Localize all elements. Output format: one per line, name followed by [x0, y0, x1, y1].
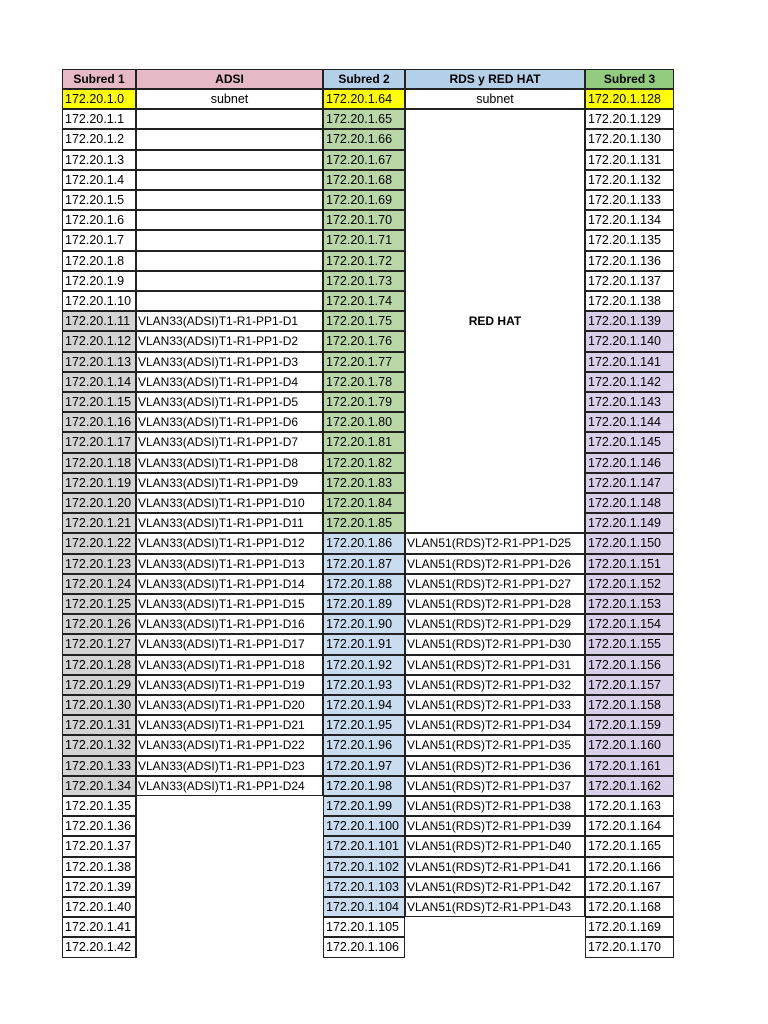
adsi-cell: VLAN33(ADSI)T1-R1-PP1-D7 — [136, 432, 323, 452]
rds-cell: VLAN51(RDS)T2-R1-PP1-D30 — [405, 634, 585, 654]
subred1-cell: 172.20.1.5 — [62, 190, 136, 210]
adsi-cell: VLAN33(ADSI)T1-R1-PP1-D17 — [136, 634, 323, 654]
subred2-cell: 172.20.1.75 — [323, 311, 405, 331]
subred1-cell: 172.20.1.7 — [62, 230, 136, 250]
subred3-cell: 172.20.1.167 — [585, 877, 674, 897]
subred2-cell: 172.20.1.80 — [323, 412, 405, 432]
subred1-cell: 172.20.1.13 — [62, 352, 136, 372]
adsi-cell — [136, 170, 323, 190]
subred3-cell: 172.20.1.154 — [585, 614, 674, 634]
subred3-cell: 172.20.1.143 — [585, 392, 674, 412]
rds-cell: VLAN51(RDS)T2-R1-PP1-D26 — [405, 554, 585, 574]
subred1-cell: 172.20.1.6 — [62, 210, 136, 230]
adsi-cell — [136, 190, 323, 210]
subred3-cell: 172.20.1.141 — [585, 352, 674, 372]
subred1-cell: 172.20.1.12 — [62, 331, 136, 351]
subred2-cell: 172.20.1.68 — [323, 170, 405, 190]
rds-cell: VLAN51(RDS)T2-R1-PP1-D42 — [405, 877, 585, 897]
subred2-cell: 172.20.1.69 — [323, 190, 405, 210]
subred1-cell: 172.20.1.38 — [62, 857, 136, 877]
subred2-cell: 172.20.1.64 — [323, 89, 405, 109]
subred2-cell: 172.20.1.104 — [323, 897, 405, 917]
subred1-cell: 172.20.1.8 — [62, 251, 136, 271]
adsi-cell: VLAN33(ADSI)T1-R1-PP1-D8 — [136, 453, 323, 473]
subred2-cell: 172.20.1.86 — [323, 533, 405, 553]
header-2: Subred 2 — [323, 69, 405, 89]
adsi-cell: VLAN33(ADSI)T1-R1-PP1-D12 — [136, 533, 323, 553]
subred1-cell: 172.20.1.16 — [62, 412, 136, 432]
subred3-cell: 172.20.1.137 — [585, 271, 674, 291]
adsi-cell — [136, 291, 323, 311]
subnet-table — [62, 69, 674, 955]
subred3-cell: 172.20.1.129 — [585, 109, 674, 129]
subred1-cell: 172.20.1.0 — [62, 89, 136, 109]
subred3-cell: 172.20.1.128 — [585, 89, 674, 109]
subred2-cell: 172.20.1.78 — [323, 372, 405, 392]
subred3-cell: 172.20.1.138 — [585, 291, 674, 311]
subred1-cell: 172.20.1.27 — [62, 634, 136, 654]
rds-cell: VLAN51(RDS)T2-R1-PP1-D28 — [405, 594, 585, 614]
subred2-cell: 172.20.1.106 — [323, 937, 405, 957]
subred1-cell: 172.20.1.10 — [62, 291, 136, 311]
adsi-cell: VLAN33(ADSI)T1-R1-PP1-D21 — [136, 715, 323, 735]
subred1-cell: 172.20.1.30 — [62, 695, 136, 715]
subred3-cell: 172.20.1.150 — [585, 533, 674, 553]
subred2-cell: 172.20.1.92 — [323, 655, 405, 675]
subred1-cell: 172.20.1.36 — [62, 816, 136, 836]
subred3-cell: 172.20.1.159 — [585, 715, 674, 735]
subred3-cell: 172.20.1.170 — [585, 937, 674, 957]
subred1-cell: 172.20.1.19 — [62, 473, 136, 493]
subred2-cell: 172.20.1.65 — [323, 109, 405, 129]
subred2-cell: 172.20.1.93 — [323, 675, 405, 695]
subred2-cell: 172.20.1.87 — [323, 554, 405, 574]
subred3-cell: 172.20.1.133 — [585, 190, 674, 210]
subred1-cell: 172.20.1.18 — [62, 453, 136, 473]
subred3-cell: 172.20.1.164 — [585, 816, 674, 836]
subred3-cell: 172.20.1.157 — [585, 675, 674, 695]
subred3-cell: 172.20.1.156 — [585, 655, 674, 675]
adsi-cell: VLAN33(ADSI)T1-R1-PP1-D6 — [136, 412, 323, 432]
adsi-cell: VLAN33(ADSI)T1-R1-PP1-D1 — [136, 311, 323, 331]
subred2-cell: 172.20.1.91 — [323, 634, 405, 654]
subred1-cell: 172.20.1.41 — [62, 917, 136, 937]
subred2-cell: 172.20.1.96 — [323, 735, 405, 755]
rds-subnet-label: subnet — [405, 89, 585, 109]
subred3-cell: 172.20.1.146 — [585, 453, 674, 473]
subred2-cell: 172.20.1.79 — [323, 392, 405, 412]
header-0: Subred 1 — [62, 69, 136, 89]
rds-cell: VLAN51(RDS)T2-R1-PP1-D32 — [405, 675, 585, 695]
subred2-cell: 172.20.1.99 — [323, 796, 405, 816]
subred2-cell: 172.20.1.95 — [323, 715, 405, 735]
subred2-cell: 172.20.1.70 — [323, 210, 405, 230]
subred1-cell: 172.20.1.1 — [62, 109, 136, 129]
subred2-cell: 172.20.1.73 — [323, 271, 405, 291]
subred2-cell: 172.20.1.105 — [323, 917, 405, 937]
subred3-cell: 172.20.1.153 — [585, 594, 674, 614]
subred3-cell: 172.20.1.165 — [585, 836, 674, 856]
subred2-cell: 172.20.1.83 — [323, 473, 405, 493]
subred3-cell: 172.20.1.152 — [585, 574, 674, 594]
subred1-cell: 172.20.1.23 — [62, 554, 136, 574]
subred3-cell: 172.20.1.134 — [585, 210, 674, 230]
adsi-cell: VLAN33(ADSI)T1-R1-PP1-D24 — [136, 776, 323, 796]
adsi-cell: VLAN33(ADSI)T1-R1-PP1-D18 — [136, 655, 323, 675]
adsi-cell: VLAN33(ADSI)T1-R1-PP1-D3 — [136, 352, 323, 372]
subred1-cell: 172.20.1.20 — [62, 493, 136, 513]
subred3-cell: 172.20.1.149 — [585, 513, 674, 533]
subred3-cell: 172.20.1.166 — [585, 857, 674, 877]
subred1-cell: 172.20.1.33 — [62, 756, 136, 776]
subred1-cell: 172.20.1.40 — [62, 897, 136, 917]
adsi-cell: VLAN33(ADSI)T1-R1-PP1-D5 — [136, 392, 323, 412]
rds-blank-area — [405, 917, 585, 957]
subred3-cell: 172.20.1.130 — [585, 129, 674, 149]
rds-cell: VLAN51(RDS)T2-R1-PP1-D43 — [405, 897, 585, 917]
subred3-cell: 172.20.1.131 — [585, 150, 674, 170]
adsi-cell: VLAN33(ADSI)T1-R1-PP1-D16 — [136, 614, 323, 634]
subred3-cell: 172.20.1.147 — [585, 473, 674, 493]
rds-cell: VLAN51(RDS)T2-R1-PP1-D33 — [405, 695, 585, 715]
subred2-cell: 172.20.1.85 — [323, 513, 405, 533]
subred3-cell: 172.20.1.163 — [585, 796, 674, 816]
adsi-cell — [136, 210, 323, 230]
subred3-cell: 172.20.1.151 — [585, 554, 674, 574]
adsi-cell: VLAN33(ADSI)T1-R1-PP1-D22 — [136, 735, 323, 755]
subred2-cell: 172.20.1.90 — [323, 614, 405, 634]
subred1-cell: 172.20.1.17 — [62, 432, 136, 452]
adsi-cell: VLAN33(ADSI)T1-R1-PP1-D4 — [136, 372, 323, 392]
subred3-cell: 172.20.1.142 — [585, 372, 674, 392]
subred1-cell: 172.20.1.25 — [62, 594, 136, 614]
rds-cell: VLAN51(RDS)T2-R1-PP1-D40 — [405, 836, 585, 856]
subred3-cell: 172.20.1.155 — [585, 634, 674, 654]
subred1-cell: 172.20.1.21 — [62, 513, 136, 533]
adsi-cell — [136, 230, 323, 250]
subred2-cell: 172.20.1.84 — [323, 493, 405, 513]
adsi-cell: VLAN33(ADSI)T1-R1-PP1-D11 — [136, 513, 323, 533]
subred3-cell: 172.20.1.169 — [585, 917, 674, 937]
subred3-cell: 172.20.1.162 — [585, 776, 674, 796]
subred2-cell: 172.20.1.77 — [323, 352, 405, 372]
adsi-cell — [136, 150, 323, 170]
subred1-cell: 172.20.1.3 — [62, 150, 136, 170]
subred2-cell: 172.20.1.66 — [323, 129, 405, 149]
adsi-cell: VLAN33(ADSI)T1-R1-PP1-D20 — [136, 695, 323, 715]
rds-cell: VLAN51(RDS)T2-R1-PP1-D27 — [405, 574, 585, 594]
subred2-cell: 172.20.1.71 — [323, 230, 405, 250]
subred2-cell: 172.20.1.98 — [323, 776, 405, 796]
subred3-cell: 172.20.1.161 — [585, 756, 674, 776]
rds-cell: VLAN51(RDS)T2-R1-PP1-D29 — [405, 614, 585, 634]
subred1-cell: 172.20.1.31 — [62, 715, 136, 735]
subred2-cell: 172.20.1.67 — [323, 150, 405, 170]
subred1-cell: 172.20.1.28 — [62, 655, 136, 675]
subred1-cell: 172.20.1.22 — [62, 533, 136, 553]
rds-cell: VLAN51(RDS)T2-R1-PP1-D41 — [405, 857, 585, 877]
subred2-cell: 172.20.1.101 — [323, 836, 405, 856]
adsi-subnet-label: subnet — [136, 89, 323, 109]
subred3-cell: 172.20.1.135 — [585, 230, 674, 250]
subred1-cell: 172.20.1.39 — [62, 877, 136, 897]
subred2-cell: 172.20.1.72 — [323, 251, 405, 271]
subred3-cell: 172.20.1.140 — [585, 331, 674, 351]
subred3-cell: 172.20.1.160 — [585, 735, 674, 755]
subred2-cell: 172.20.1.94 — [323, 695, 405, 715]
rds-cell: VLAN51(RDS)T2-R1-PP1-D35 — [405, 735, 585, 755]
subred1-cell: 172.20.1.14 — [62, 372, 136, 392]
adsi-cell: VLAN33(ADSI)T1-R1-PP1-D14 — [136, 574, 323, 594]
subred2-cell: 172.20.1.76 — [323, 331, 405, 351]
subred2-cell: 172.20.1.88 — [323, 574, 405, 594]
subred3-cell: 172.20.1.168 — [585, 897, 674, 917]
subred3-cell: 172.20.1.132 — [585, 170, 674, 190]
subred1-cell: 172.20.1.26 — [62, 614, 136, 634]
adsi-cell: VLAN33(ADSI)T1-R1-PP1-D10 — [136, 493, 323, 513]
adsi-blank-area — [136, 796, 323, 958]
header-1: ADSI — [136, 69, 323, 89]
header-4: Subred 3 — [585, 69, 674, 89]
subred3-cell: 172.20.1.148 — [585, 493, 674, 513]
subred3-cell: 172.20.1.145 — [585, 432, 674, 452]
rds-cell: VLAN51(RDS)T2-R1-PP1-D34 — [405, 715, 585, 735]
rds-cell: VLAN51(RDS)T2-R1-PP1-D37 — [405, 776, 585, 796]
subred1-cell: 172.20.1.34 — [62, 776, 136, 796]
adsi-cell: VLAN33(ADSI)T1-R1-PP1-D19 — [136, 675, 323, 695]
subred1-cell: 172.20.1.4 — [62, 170, 136, 190]
subred2-cell: 172.20.1.89 — [323, 594, 405, 614]
adsi-cell: VLAN33(ADSI)T1-R1-PP1-D15 — [136, 594, 323, 614]
subred2-cell: 172.20.1.74 — [323, 291, 405, 311]
subred1-cell: 172.20.1.2 — [62, 129, 136, 149]
adsi-cell — [136, 129, 323, 149]
subred1-cell: 172.20.1.32 — [62, 735, 136, 755]
rds-cell: VLAN51(RDS)T2-R1-PP1-D38 — [405, 796, 585, 816]
subred3-cell: 172.20.1.139 — [585, 311, 674, 331]
redhat-merged-cell: RED HAT — [405, 109, 585, 533]
subred3-cell: 172.20.1.136 — [585, 251, 674, 271]
header-3: RDS y RED HAT — [405, 69, 585, 89]
subred2-cell: 172.20.1.82 — [323, 453, 405, 473]
subred2-cell: 172.20.1.81 — [323, 432, 405, 452]
subred3-cell: 172.20.1.144 — [585, 412, 674, 432]
subred2-cell: 172.20.1.100 — [323, 816, 405, 836]
subred2-cell: 172.20.1.103 — [323, 877, 405, 897]
subred1-cell: 172.20.1.11 — [62, 311, 136, 331]
subred1-cell: 172.20.1.15 — [62, 392, 136, 412]
subred1-cell: 172.20.1.35 — [62, 796, 136, 816]
rds-cell: VLAN51(RDS)T2-R1-PP1-D25 — [405, 533, 585, 553]
subred1-cell: 172.20.1.24 — [62, 574, 136, 594]
adsi-cell — [136, 251, 323, 271]
subred1-cell: 172.20.1.29 — [62, 675, 136, 695]
subred1-cell: 172.20.1.37 — [62, 836, 136, 856]
adsi-cell: VLAN33(ADSI)T1-R1-PP1-D23 — [136, 756, 323, 776]
subred2-cell: 172.20.1.97 — [323, 756, 405, 776]
adsi-cell: VLAN33(ADSI)T1-R1-PP1-D13 — [136, 554, 323, 574]
subred3-cell: 172.20.1.158 — [585, 695, 674, 715]
rds-cell: VLAN51(RDS)T2-R1-PP1-D31 — [405, 655, 585, 675]
adsi-cell — [136, 109, 323, 129]
adsi-cell — [136, 271, 323, 291]
subred2-cell: 172.20.1.102 — [323, 857, 405, 877]
adsi-cell: VLAN33(ADSI)T1-R1-PP1-D2 — [136, 331, 323, 351]
subred1-cell: 172.20.1.42 — [62, 937, 136, 957]
subred1-cell: 172.20.1.9 — [62, 271, 136, 291]
rds-cell: VLAN51(RDS)T2-R1-PP1-D36 — [405, 756, 585, 776]
adsi-cell: VLAN33(ADSI)T1-R1-PP1-D9 — [136, 473, 323, 493]
rds-cell: VLAN51(RDS)T2-R1-PP1-D39 — [405, 816, 585, 836]
